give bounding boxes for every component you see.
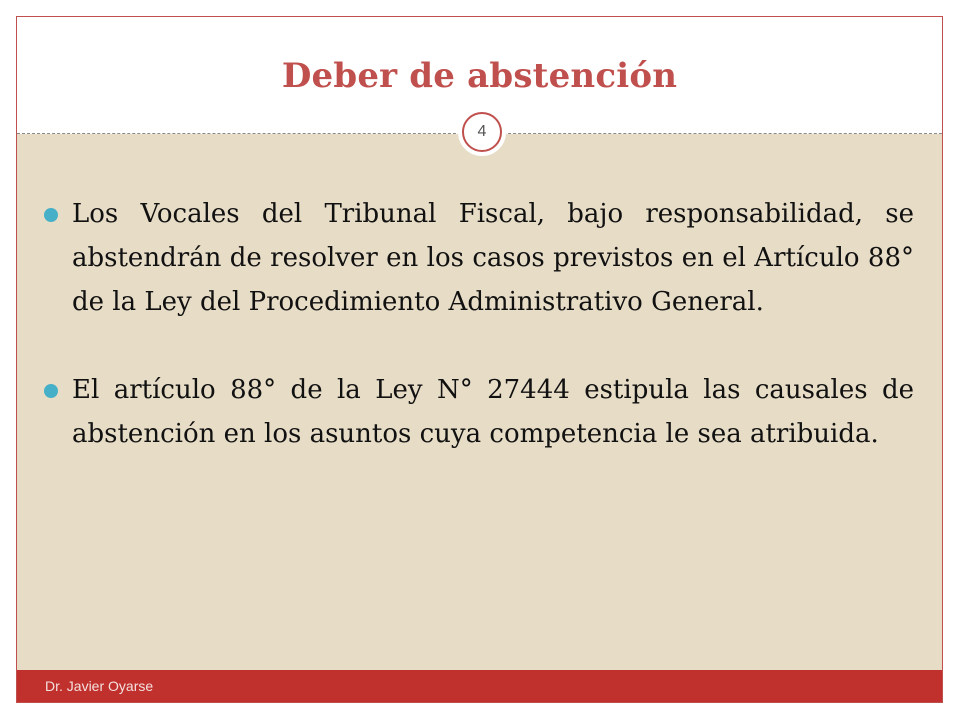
bullet-dot-icon xyxy=(44,208,58,222)
bullet-item xyxy=(44,368,914,456)
footer-author: Dr. Javier Oyarse xyxy=(45,678,154,694)
bullet-list xyxy=(44,192,914,500)
footer-bar xyxy=(17,670,942,702)
page-number: 4 xyxy=(462,112,502,152)
page-number-badge xyxy=(458,108,506,156)
bullet-text: Los Vocales del Tribunal Fiscal, bajo responsabilidad, se abstendrán de resolver en los casos previstos en el Artículo 88° de la Ley del Procedimiento Administrativo General. xyxy=(72,199,914,317)
bullet-text: El artículo 88° de la Ley N° 27444 estipula las causales de abstención en los asuntos cuya competencia le sea atribuida. xyxy=(72,375,914,449)
bullet-dot-icon xyxy=(44,384,58,398)
slide-title: Deber de abstención xyxy=(281,56,678,96)
bullet-item xyxy=(44,192,914,324)
